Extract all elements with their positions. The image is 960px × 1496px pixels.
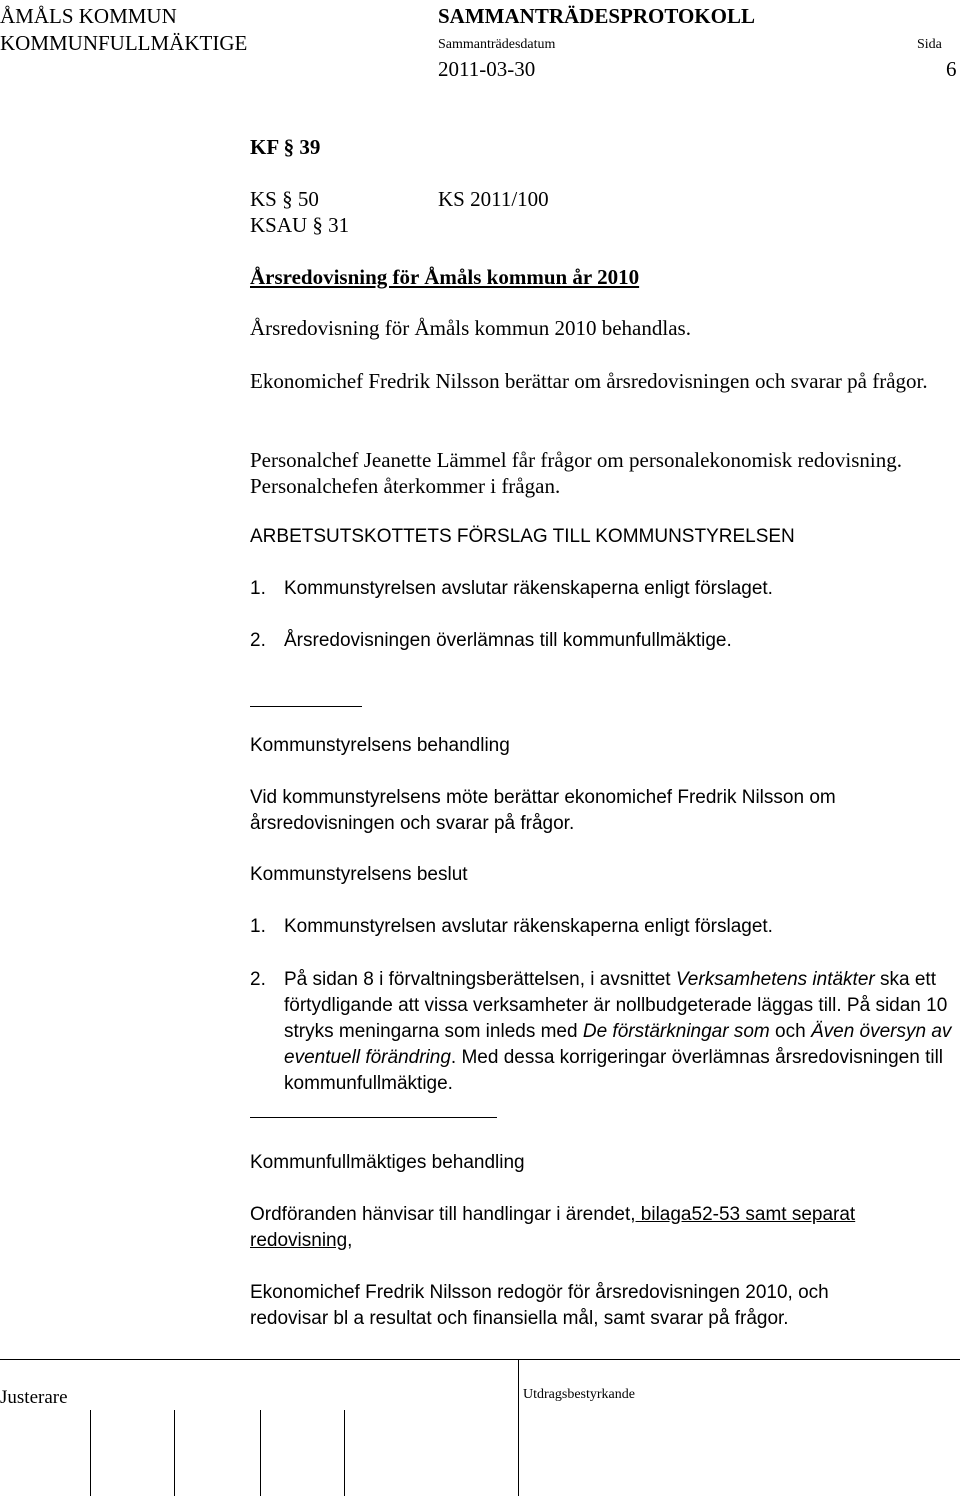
kf-handling-text bbox=[250, 1202, 910, 1254]
footer-divider bbox=[0, 1359, 960, 1360]
intro-paragraph: Ekonomichef Fredrik Nilsson berättar om årsredovisningen och svarar på frågor. bbox=[250, 369, 928, 393]
ks-handling-heading: Kommunstyrelsens behandling bbox=[250, 735, 510, 756]
divider bbox=[250, 706, 362, 707]
list-item: Kommunstyrelsen avslutar räkenskaperna enligt förslaget. bbox=[284, 578, 773, 599]
list-number: 1. bbox=[250, 578, 266, 599]
list-item: Kommunstyrelsen avslutar räkenskaperna enligt förslaget. bbox=[284, 916, 773, 937]
ks-paragraph: KS § 50 bbox=[250, 187, 319, 211]
au-proposal-heading: ARBETSUTSKOTTETS FÖRSLAG TILL KOMMUNSTYRELSEN bbox=[250, 526, 795, 547]
kf-handling-text: Ekonomichef Fredrik Nilsson redogör för årsredovisningen 2010, och redovisar bl a resultat och finansiella mål, samt svarar på frågor. bbox=[250, 1282, 829, 1329]
justerare-label: Justerare bbox=[0, 1387, 68, 1408]
page-title: Årsredovisning för Åmåls kommun år 2010 bbox=[250, 265, 640, 289]
date-label: Sammanträdesdatum bbox=[438, 37, 556, 52]
intro-paragraph: Personalchef Jeanette Lämmel får frågor om personalekonomisk redovisning. Personalchefen återkommer i frågan. bbox=[250, 448, 902, 498]
ks-handling-text: Vid kommunstyrelsens möte berättar ekonomichef Fredrik Nilsson om årsredovisningen och svarar på frågor. bbox=[250, 787, 836, 834]
text-run-italic: De förstärkningar som bbox=[582, 1021, 770, 1042]
list-number: 2. bbox=[250, 630, 266, 651]
signature-box-divider bbox=[518, 1360, 519, 1496]
intro-paragraph: Årsredovisning för Åmåls kommun 2010 behandlas. bbox=[250, 316, 691, 340]
list-number: 1. bbox=[250, 916, 266, 937]
text-run-italic: Verksamhetens intäkter bbox=[675, 969, 875, 990]
list-number: 2. bbox=[250, 969, 266, 990]
kf-handling-heading: Kommunfullmäktiges behandling bbox=[250, 1152, 525, 1173]
page-label: Sida bbox=[917, 37, 942, 52]
ks-decision-heading: Kommunstyrelsens beslut bbox=[250, 864, 468, 885]
signature-box-divider bbox=[260, 1410, 261, 1496]
signature-box-divider bbox=[90, 1410, 91, 1496]
text-run: och bbox=[769, 1021, 811, 1042]
ks-diary-number: KS 2011/100 bbox=[438, 187, 549, 211]
text-run: . Med dessa korrigeringar överlämnas årsredovisningen till kommunfullmäktige. bbox=[284, 1047, 944, 1094]
divider bbox=[250, 1117, 497, 1118]
text-run-italic: Även översyn av eventuell förändring bbox=[284, 1021, 952, 1068]
ksau-paragraph: KSAU § 31 bbox=[250, 213, 350, 237]
signature-box-divider bbox=[344, 1410, 345, 1496]
utdragsbestyrkande-label: Utdragsbestyrkande bbox=[523, 1387, 635, 1402]
list-item: Årsredovisningen överlämnas till kommunfullmäktige. bbox=[284, 630, 732, 651]
text-run: Ordföranden hänvisar till handlingar i ärendet bbox=[250, 1204, 631, 1225]
list-item bbox=[284, 967, 960, 1097]
text-run: ska ett förtydligande att vissa verksamheter är nollbudgeterade läggas till. På sidan 10 stryks meningarna som inleds med bbox=[284, 969, 948, 1042]
signature-box-divider bbox=[174, 1410, 175, 1496]
assembly-name: KOMMUNFULLMÄKTIGE bbox=[0, 31, 248, 55]
protocol-title: SAMMANTRÄDESPROTOKOLL bbox=[438, 4, 755, 28]
meeting-date: 2011-03-30 bbox=[438, 57, 536, 81]
text-run-underlined: , bilaga52-53 samt separat redovisning, bbox=[250, 1204, 856, 1251]
text-run: På sidan 8 i förvaltningsberättelsen, i avsnittet bbox=[284, 969, 676, 990]
kf-paragraph: KF § 39 bbox=[250, 135, 321, 159]
municipality-name: ÅMÅLS KOMMUN bbox=[0, 4, 177, 28]
page-number: 6 bbox=[946, 57, 957, 81]
